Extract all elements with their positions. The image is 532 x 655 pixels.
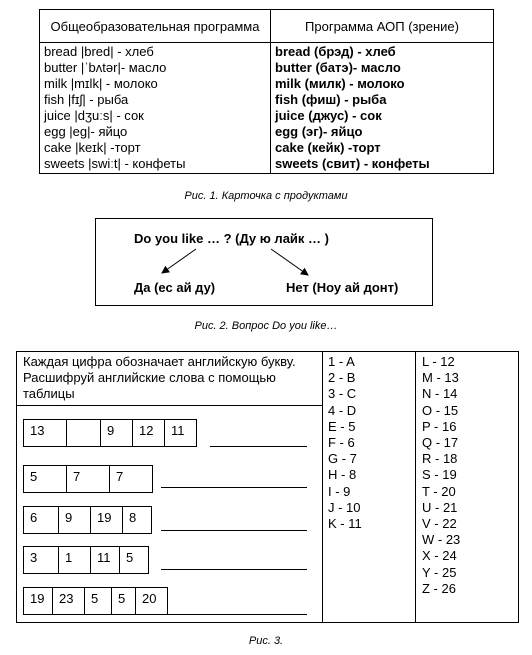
cipher-cell: 7 — [109, 465, 153, 493]
general-word-line: milk |mɪlk| - молоко — [44, 76, 158, 91]
aop-word-line: bread (брэд) - хлеб — [275, 44, 396, 59]
key-entry: Y - 25 — [422, 564, 457, 580]
general-word-line: butter |ˈbʌtər|- масло — [44, 60, 167, 75]
answer-line[interactable] — [161, 569, 307, 570]
cipher-cell: 5 — [23, 465, 67, 493]
key-entry: V - 22 — [422, 516, 457, 532]
instruction-text: Каждая цифра обозначает английскую букву. Расшифруй английские слова с помощью таблицы — [23, 354, 296, 401]
header-aop-program: Программа АОП (зрение) — [271, 10, 494, 43]
caption-fig2: Рис. 2. Вопрос Do you like… — [194, 320, 338, 332]
arrow-right — [271, 249, 308, 275]
caption-fig3: Рис. 3. — [248, 635, 284, 647]
key-entry: P - 16 — [422, 418, 457, 434]
key-entry: W - 23 — [422, 532, 461, 548]
cipher-cell: 5 — [119, 546, 149, 574]
answer-line[interactable] — [161, 530, 307, 531]
cipher-cell: 11 — [90, 546, 120, 574]
key-entry: S - 19 — [422, 467, 457, 483]
question-diagram — [95, 218, 433, 306]
answer-line[interactable] — [161, 487, 307, 488]
caption-fig1: Рис. 1. Карточка с продуктами — [184, 190, 348, 202]
general-word-line: egg |eg|- яйцо — [44, 124, 128, 139]
arrow-left — [162, 249, 196, 273]
general-word-line: bread |bred| - хлеб — [44, 44, 154, 59]
table-body-row — [40, 43, 494, 174]
answer-no: Нет (Ноу ай донт) — [286, 280, 399, 295]
key-entry: T - 20 — [422, 483, 456, 499]
puzzle-area — [17, 352, 322, 624]
cipher-cell: 19 — [90, 506, 123, 534]
key-entry: 3 - C — [328, 386, 357, 402]
key-entry: F - 6 — [328, 435, 355, 451]
answer-yes: Да (ес ай ду) — [134, 280, 216, 295]
key-entry: U - 21 — [422, 499, 458, 515]
key-entry: L - 12 — [422, 354, 455, 369]
cipher-cell: 13 — [23, 419, 67, 447]
header-general-program: Общеобразовательная программа — [40, 10, 271, 43]
key-entry: 4 - D — [328, 402, 357, 418]
general-word-line: juice |dʒuːs| - сок — [44, 108, 144, 123]
cipher-cell: 9 — [100, 419, 133, 447]
key-list-a-k — [328, 354, 362, 532]
aop-word-line: milk (милк) - молоко — [275, 76, 405, 91]
key-entry: Z - 26 — [422, 580, 456, 596]
key-entry: R - 18 — [422, 451, 458, 467]
general-word-line: fish |fɪʃ| - рыба — [44, 92, 129, 107]
key-entry: I - 9 — [328, 483, 351, 499]
cipher-cell: 5 — [84, 587, 112, 615]
key-entry: N - 14 — [422, 386, 458, 402]
aop-word-line: juice (джус) - сок — [275, 108, 382, 123]
cipher-cell: 19 — [23, 587, 53, 615]
key-list-l-z — [422, 354, 460, 597]
cipher-cell: 12 — [132, 419, 165, 447]
general-word-line: cake |keɪk| -торт — [44, 140, 141, 155]
key-entry: O - 15 — [422, 402, 459, 418]
question-text: Do you like … ? (Ду ю лайк … ) — [134, 231, 329, 246]
key-entry: H - 8 — [328, 467, 357, 483]
aop-word-line: butter (батэ)- масло — [275, 60, 401, 75]
general-word-line: sweets |swiːt| - конфеты — [44, 156, 186, 171]
key-entry: 1 - A — [328, 354, 355, 369]
key-entry: E - 5 — [328, 418, 356, 434]
aop-words-cell — [271, 43, 494, 174]
key-entry: M - 13 — [422, 370, 459, 386]
cipher-cell — [66, 419, 101, 447]
aop-word-line: egg (эг)- яйцо — [275, 124, 363, 139]
cipher-cell: 7 — [66, 465, 110, 493]
cipher-exercise — [16, 351, 519, 623]
cipher-cell: 11 — [164, 419, 197, 447]
cipher-cell: 5 — [111, 587, 136, 615]
products-card-table — [39, 9, 494, 174]
general-words-cell — [40, 43, 271, 174]
key-entry: J - 10 — [328, 499, 361, 515]
aop-word-line: fish (фиш) - рыба — [275, 92, 387, 107]
key-entry: 2 - B — [328, 370, 356, 386]
cipher-cell: 6 — [23, 506, 59, 534]
cipher-cell: 3 — [23, 546, 59, 574]
key-entry: X - 24 — [422, 548, 457, 564]
cipher-cell: 9 — [58, 506, 91, 534]
cipher-cell: 20 — [135, 587, 168, 615]
key-entry: G - 7 — [328, 451, 357, 467]
cipher-cell: 8 — [122, 506, 152, 534]
cipher-cell: 23 — [52, 587, 85, 615]
aop-word-line: sweets (свит) - конфеты — [275, 156, 430, 171]
answer-line[interactable] — [210, 446, 307, 447]
cipher-cell: 1 — [58, 546, 91, 574]
answer-line[interactable] — [161, 614, 307, 615]
aop-word-line: cake (кейк) -торт — [275, 140, 381, 155]
key-entry: K - 11 — [328, 516, 362, 532]
key-entry: Q - 17 — [422, 435, 459, 451]
